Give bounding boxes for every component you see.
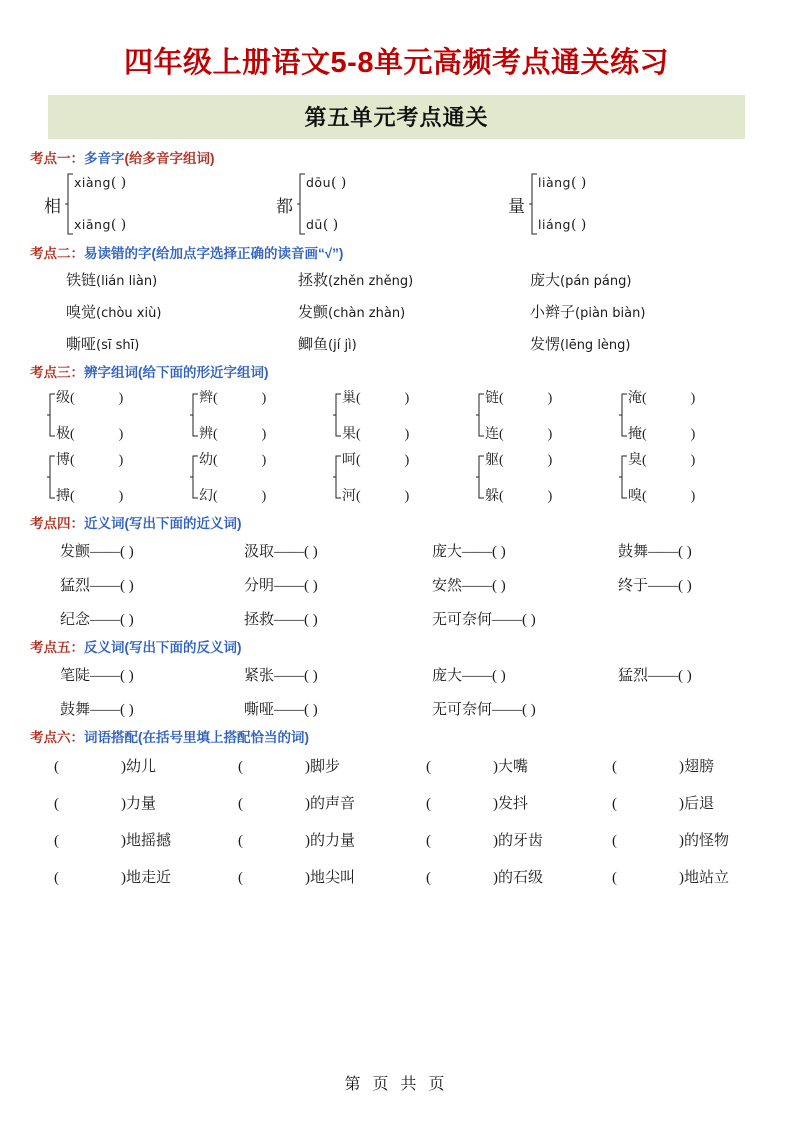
similar-char-entry[interactable]: 臭( ) xyxy=(628,453,696,468)
dash: ——( xyxy=(90,578,126,594)
pinyin-choice-item[interactable] xyxy=(530,333,763,354)
kp2-topic: 易读错的字 xyxy=(84,246,152,261)
answer-blank[interactable]: ( xyxy=(426,796,431,812)
synonym-item[interactable] xyxy=(244,540,432,561)
synonym-item[interactable] xyxy=(60,540,244,561)
dash: ——( xyxy=(648,544,684,560)
collocation-item[interactable]: ( )地站立 xyxy=(612,870,730,886)
answer-blank[interactable]: ( ) xyxy=(570,175,587,191)
answer-blank[interactable]: ( xyxy=(54,870,59,886)
similar-chars-lines xyxy=(56,387,123,443)
word-text: 分明 xyxy=(244,578,275,594)
kp4-note: (写出下面的近义词) xyxy=(124,516,242,531)
polyphone-entry[interactable] xyxy=(306,217,346,233)
pinyin-text: dōu xyxy=(306,175,332,190)
word-text: 紧张 xyxy=(244,668,275,684)
polyphone-group xyxy=(44,173,276,235)
collocation-item[interactable]: ( )地摇撼 xyxy=(54,833,172,849)
collocation-item[interactable]: ( )脚步 xyxy=(238,759,341,775)
dash: ——( xyxy=(492,702,528,718)
similar-char-entry[interactable]: 掩( ) xyxy=(628,427,696,442)
polyphone-char: 都 xyxy=(276,196,293,216)
polyphone-entry[interactable] xyxy=(538,217,586,233)
char-text: 幻 xyxy=(199,489,213,504)
similar-char-entry[interactable]: 果( ) xyxy=(342,427,410,442)
word-text: 庞大 xyxy=(432,544,463,560)
kp6-label: 考点六： xyxy=(30,730,84,745)
brace-icon xyxy=(46,393,56,437)
similar-chars-lines xyxy=(56,449,123,505)
dash: ——( xyxy=(648,578,684,594)
similar-chars-lines xyxy=(485,387,552,443)
answer-blank[interactable]: ( xyxy=(612,796,617,812)
similar-chars-row xyxy=(46,449,763,505)
answer-blank[interactable]: ( ) xyxy=(322,217,339,233)
dash: ——( xyxy=(492,612,528,628)
similar-chars-lines xyxy=(199,387,266,443)
collocation-item[interactable]: ( )幼儿 xyxy=(54,759,157,775)
word-text: 猛烈 xyxy=(618,668,649,684)
word-text: 铁链 xyxy=(66,273,97,289)
brace-icon xyxy=(332,393,342,437)
section-heading-kp2 xyxy=(30,242,763,262)
answer-blank[interactable]: ) xyxy=(527,702,536,718)
pinyin-choice-item[interactable] xyxy=(66,301,298,322)
word-text: 的怪物 xyxy=(684,833,730,849)
answer-blank[interactable]: ) xyxy=(309,702,318,718)
polyphone-char: 量 xyxy=(508,196,525,216)
dash: ——( xyxy=(90,702,126,718)
word-text: 拯救 xyxy=(298,273,329,289)
synonym-item[interactable] xyxy=(432,574,618,595)
brace-icon xyxy=(332,455,342,499)
word-text: 猛烈 xyxy=(60,578,91,594)
dash: ——( xyxy=(274,612,310,628)
word-text: 鼓舞 xyxy=(618,544,649,560)
kp4-label: 考点四： xyxy=(30,516,84,531)
section-heading-kp1 xyxy=(30,147,763,167)
dash: ——( xyxy=(90,544,126,560)
collocation-item[interactable]: ( )后退 xyxy=(612,796,715,812)
similar-chars-group xyxy=(618,387,761,443)
dash: ——( xyxy=(274,544,310,560)
word-text: 地站立 xyxy=(684,870,730,886)
antonym-item[interactable] xyxy=(244,698,432,719)
pinyin-options[interactable]: (lēng lèng) xyxy=(560,338,631,353)
answer-blank[interactable]: ( ) xyxy=(570,217,587,233)
page-footer: 第 页 共 页 xyxy=(344,1076,449,1093)
word-text: 纪念 xyxy=(60,612,91,628)
antonym-item[interactable] xyxy=(432,664,618,685)
pinyin-options[interactable]: (jí jì) xyxy=(328,338,357,353)
kp1-note: (给多音字组词) xyxy=(124,151,215,166)
word-text: 庞大 xyxy=(530,273,561,289)
char-text: 极 xyxy=(56,427,70,442)
word-text: 后退 xyxy=(684,796,715,812)
word-text: 拯救 xyxy=(244,612,275,628)
antonym-item[interactable] xyxy=(60,698,244,719)
word-text: 的石级 xyxy=(498,870,544,886)
answer-blank[interactable]: ( ) xyxy=(110,175,127,191)
brace-icon xyxy=(189,455,199,499)
similar-char-entry[interactable]: 幻( ) xyxy=(199,489,267,504)
collocation-grid xyxy=(54,755,763,887)
collocation-item[interactable]: ( )发抖 xyxy=(426,796,529,812)
pinyin-choice-item[interactable] xyxy=(66,333,298,354)
answer-blank[interactable]: ) xyxy=(683,668,692,684)
collocation-item[interactable]: ( )的石级 xyxy=(426,870,544,886)
synonym-item[interactable] xyxy=(618,540,763,561)
page-title: 四年级上册语文5-8单元高频考点通关练习 xyxy=(124,47,669,79)
kp2-note: (给加点字选择正确的读音画“√”) xyxy=(151,246,344,261)
polyphone-lines xyxy=(306,175,346,233)
char-text: 果 xyxy=(342,427,356,442)
pinyin-text: liáng xyxy=(538,217,571,232)
answer-blank[interactable]: ( ) xyxy=(110,217,127,233)
char-text: 辫 xyxy=(199,391,213,406)
similar-chars-lines xyxy=(342,387,409,443)
word-text: 嘶哑 xyxy=(66,337,97,353)
answer-blank[interactable]: ( xyxy=(238,759,243,775)
pinyin-choice-item[interactable] xyxy=(298,301,530,322)
similar-char-entry[interactable]: 躯( ) xyxy=(485,453,553,468)
answer-blank[interactable]: ( ) xyxy=(331,175,347,191)
word-text: 翅膀 xyxy=(684,759,715,775)
word-text: 庞大 xyxy=(432,668,463,684)
similar-chars-group xyxy=(475,387,618,443)
kp2-label: 考点二： xyxy=(30,246,84,261)
synonym-item[interactable] xyxy=(244,608,432,629)
pinyin-choice-grid xyxy=(66,269,763,354)
similar-chars-lines xyxy=(485,449,552,505)
answer-blank[interactable]: ( xyxy=(426,870,431,886)
unit-banner: 第五单元考点通关 xyxy=(48,95,745,139)
similar-char-entry[interactable]: 博( ) xyxy=(56,453,124,468)
polyphone-lines xyxy=(74,175,126,233)
similar-char-entry[interactable]: 链( ) xyxy=(485,391,553,406)
dash: ——( xyxy=(90,668,126,684)
pinyin-choice-item[interactable] xyxy=(298,333,530,354)
answer-blank[interactable]: ) xyxy=(125,612,134,628)
word-text: 脚步 xyxy=(310,759,341,775)
char-text: 河 xyxy=(342,489,356,504)
similar-chars-group xyxy=(332,449,475,505)
similar-chars-group xyxy=(475,449,618,505)
answer-blank[interactable]: ( xyxy=(612,833,617,849)
char-text: 嗅 xyxy=(628,489,642,504)
char-text: 臭 xyxy=(628,453,642,468)
dash: ——( xyxy=(274,578,310,594)
word-text: 力量 xyxy=(126,796,157,812)
polyphone-group xyxy=(276,173,508,235)
similar-chars-group xyxy=(332,387,475,443)
char-text: 呵 xyxy=(342,453,356,468)
char-text: 掩 xyxy=(628,427,642,442)
word-text: 的牙齿 xyxy=(498,833,544,849)
similar-char-entry[interactable]: 呵( ) xyxy=(342,453,410,468)
answer-blank[interactable]: ) xyxy=(683,544,692,560)
kp3-note: (给下面的形近字组词) xyxy=(138,365,269,380)
antonym-item[interactable] xyxy=(244,664,432,685)
word-text: 终于 xyxy=(618,578,649,594)
polyphone-entry[interactable] xyxy=(306,175,346,191)
word-text: 小辫子 xyxy=(530,305,576,321)
answer-blank[interactable]: ( xyxy=(238,870,243,886)
similar-char-entry[interactable]: 辫( ) xyxy=(199,391,267,406)
answer-blank[interactable]: ) xyxy=(309,578,318,594)
similar-chars-row xyxy=(46,387,763,443)
collocation-item[interactable]: ( )的力量 xyxy=(238,833,356,849)
polyphone-entry[interactable] xyxy=(74,217,126,233)
answer-blank[interactable]: ) xyxy=(527,612,536,628)
answer-blank[interactable]: ) xyxy=(125,578,134,594)
similar-char-entry[interactable]: 级( ) xyxy=(56,391,124,406)
similar-chars-group xyxy=(618,449,761,505)
brace-icon xyxy=(46,455,56,499)
dash: ——( xyxy=(274,668,310,684)
similar-char-entry[interactable]: 淹( ) xyxy=(628,391,696,406)
char-text: 躲 xyxy=(485,489,499,504)
answer-blank[interactable]: ( xyxy=(426,833,431,849)
word-text: 嗅觉 xyxy=(66,305,97,321)
word-text: 大嘴 xyxy=(498,759,529,775)
word-text: 发愣 xyxy=(530,337,561,353)
word-text: 地走近 xyxy=(126,870,172,886)
kp1-topic: 多音字 xyxy=(84,151,125,166)
pinyin-options[interactable]: (lián liàn) xyxy=(96,274,158,289)
word-text: 幼儿 xyxy=(126,759,157,775)
kp6-topic: 词语搭配 xyxy=(84,730,138,745)
synonym-item[interactable] xyxy=(618,574,763,595)
kp5-label: 考点五： xyxy=(30,640,84,655)
char-text: 博 xyxy=(56,453,70,468)
word-text: 鲫鱼 xyxy=(298,337,329,353)
brace-icon xyxy=(475,393,485,437)
collocation-item[interactable]: ( )力量 xyxy=(54,796,157,812)
kp5-topic: 反义词 xyxy=(84,640,125,655)
similar-char-entry[interactable]: 河( ) xyxy=(342,489,410,504)
brace-icon xyxy=(64,173,74,235)
collocation-item[interactable]: ( )翅膀 xyxy=(612,759,715,775)
collocation-item[interactable]: ( )的声音 xyxy=(238,796,356,812)
char-text: 幼 xyxy=(199,453,213,468)
similar-char-entry[interactable]: 连( ) xyxy=(485,427,553,442)
similar-chars-lines xyxy=(628,449,695,505)
answer-blank[interactable]: ( xyxy=(426,759,431,775)
dash: ——( xyxy=(462,578,498,594)
polyphone-lines xyxy=(538,175,586,233)
word-text: 的力量 xyxy=(310,833,356,849)
synonym-item[interactable] xyxy=(432,540,618,561)
pinyin-choice-item[interactable] xyxy=(530,301,763,322)
collocation-item[interactable]: ( )地尖叫 xyxy=(238,870,356,886)
similar-char-entry[interactable]: 幼( ) xyxy=(199,453,267,468)
synonym-item[interactable] xyxy=(244,574,432,595)
antonym-item[interactable] xyxy=(60,664,244,685)
polyphone-char: 相 xyxy=(44,196,61,216)
synonym-item[interactable] xyxy=(432,608,618,629)
char-text: 淹 xyxy=(628,391,642,406)
polyphone-entry[interactable] xyxy=(538,175,586,191)
answer-blank[interactable]: ) xyxy=(309,544,318,560)
char-text: 巢 xyxy=(342,391,356,406)
word-text: 鼓舞 xyxy=(60,702,91,718)
answer-blank[interactable]: ) xyxy=(683,578,692,594)
synonym-item[interactable] xyxy=(60,574,244,595)
brace-icon xyxy=(618,455,628,499)
dash: ——( xyxy=(462,668,498,684)
similar-chars-lines xyxy=(199,449,266,505)
answer-blank[interactable]: ) xyxy=(497,544,506,560)
synonym-grid xyxy=(60,540,763,629)
pinyin-choice-item[interactable] xyxy=(298,269,530,290)
word-text: 发抖 xyxy=(498,796,529,812)
section-heading-kp6 xyxy=(30,726,763,746)
word-text: 的声音 xyxy=(310,796,356,812)
brace-icon xyxy=(475,455,485,499)
antonym-grid xyxy=(60,664,763,719)
brace-icon xyxy=(528,173,538,235)
word-text: 汲取 xyxy=(244,544,275,560)
pinyin-text: dū xyxy=(306,217,323,232)
answer-blank[interactable]: ) xyxy=(309,612,318,628)
similar-chars-lines xyxy=(342,449,409,505)
pinyin-options[interactable]: (piàn biàn) xyxy=(575,306,646,321)
section-heading-kp3 xyxy=(30,361,763,381)
collocation-item[interactable]: ( )地走近 xyxy=(54,870,172,886)
answer-blank[interactable]: ( xyxy=(612,759,617,775)
dash: ——( xyxy=(648,668,684,684)
pinyin-options[interactable]: (zhěn zhěng) xyxy=(328,274,414,289)
kp4-topic: 近义词 xyxy=(84,516,125,531)
word-text: 发颤 xyxy=(60,544,91,560)
answer-blank[interactable]: ( xyxy=(612,870,617,886)
pinyin-options[interactable]: (chàn zhàn) xyxy=(328,306,406,321)
char-text: 链 xyxy=(485,391,499,406)
word-text: 无可奈何 xyxy=(432,702,493,718)
similar-chars-group xyxy=(189,449,332,505)
pinyin-text: xiàng xyxy=(74,175,111,190)
dash: ——( xyxy=(90,612,126,628)
similar-char-entry[interactable]: 躲( ) xyxy=(485,489,553,504)
kp3-topic: 辨字组词 xyxy=(84,365,138,380)
word-text: 无可奈何 xyxy=(432,612,493,628)
answer-blank[interactable]: ) xyxy=(125,702,134,718)
polyphone-entry[interactable] xyxy=(74,175,126,191)
dash: ——( xyxy=(274,702,310,718)
pinyin-text: liàng xyxy=(538,175,571,190)
answer-blank[interactable]: ( xyxy=(238,833,243,849)
pinyin-choice-item[interactable] xyxy=(530,269,763,290)
pinyin-choice-item[interactable] xyxy=(66,269,298,290)
char-text: 连 xyxy=(485,427,499,442)
similar-chars-group xyxy=(189,387,332,443)
answer-blank[interactable]: ) xyxy=(125,668,134,684)
answer-blank[interactable]: ) xyxy=(125,544,134,560)
collocation-item[interactable]: ( )的怪物 xyxy=(612,833,730,849)
brace-icon xyxy=(296,173,306,235)
similar-char-entry[interactable]: 极( ) xyxy=(56,427,124,442)
antonym-item[interactable] xyxy=(618,664,763,685)
similar-char-entry[interactable]: 搏( ) xyxy=(56,489,124,504)
kp3-label: 考点三： xyxy=(30,365,84,380)
similar-chars-group xyxy=(46,449,189,505)
polyphone-row xyxy=(44,173,763,235)
word-text: 地尖叫 xyxy=(310,870,356,886)
similar-chars-lines xyxy=(628,387,695,443)
collocation-item[interactable]: ( )大嘴 xyxy=(426,759,529,775)
pinyin-options[interactable]: (pán páng) xyxy=(560,274,632,289)
word-text: 嘶哑 xyxy=(244,702,275,718)
kp1-label: 考点一： xyxy=(30,151,84,166)
answer-blank[interactable]: ( xyxy=(54,796,59,812)
pinyin-options[interactable]: (sī shī) xyxy=(96,338,140,353)
brace-icon xyxy=(189,393,199,437)
kp6-note: (在括号里填上搭配恰当的词) xyxy=(138,730,309,745)
similar-char-entry[interactable]: 嗅( ) xyxy=(628,489,696,504)
answer-blank[interactable]: ( xyxy=(238,796,243,812)
char-text: 辨 xyxy=(199,427,213,442)
antonym-item[interactable] xyxy=(432,698,618,719)
word-text: 安然 xyxy=(432,578,463,594)
char-text: 躯 xyxy=(485,453,499,468)
answer-blank[interactable]: ) xyxy=(497,668,506,684)
brace-icon xyxy=(618,393,628,437)
section-heading-kp5 xyxy=(30,636,763,656)
kp5-note: (写出下面的反义词) xyxy=(124,640,242,655)
similar-chars-group xyxy=(46,387,189,443)
answer-blank[interactable]: ( xyxy=(54,759,59,775)
answer-blank[interactable]: ) xyxy=(309,668,318,684)
word-text: 地摇撼 xyxy=(126,833,172,849)
char-text: 级 xyxy=(56,391,70,406)
char-text: 搏 xyxy=(56,489,70,504)
pinyin-options[interactable]: (chòu xiù) xyxy=(96,306,162,321)
polyphone-group xyxy=(508,173,740,235)
similar-char-entry[interactable]: 巢( ) xyxy=(342,391,410,406)
word-text: 发颤 xyxy=(298,305,329,321)
section-heading-kp4 xyxy=(30,512,763,532)
answer-blank[interactable]: ( xyxy=(54,833,59,849)
collocation-item[interactable]: ( )的牙齿 xyxy=(426,833,544,849)
answer-blank[interactable]: ) xyxy=(497,578,506,594)
dash: ——( xyxy=(462,544,498,560)
similar-char-entry[interactable]: 辨( ) xyxy=(199,427,267,442)
synonym-item[interactable] xyxy=(60,608,244,629)
pinyin-text: xiāng xyxy=(74,217,111,232)
word-text: 笔陡 xyxy=(60,668,91,684)
